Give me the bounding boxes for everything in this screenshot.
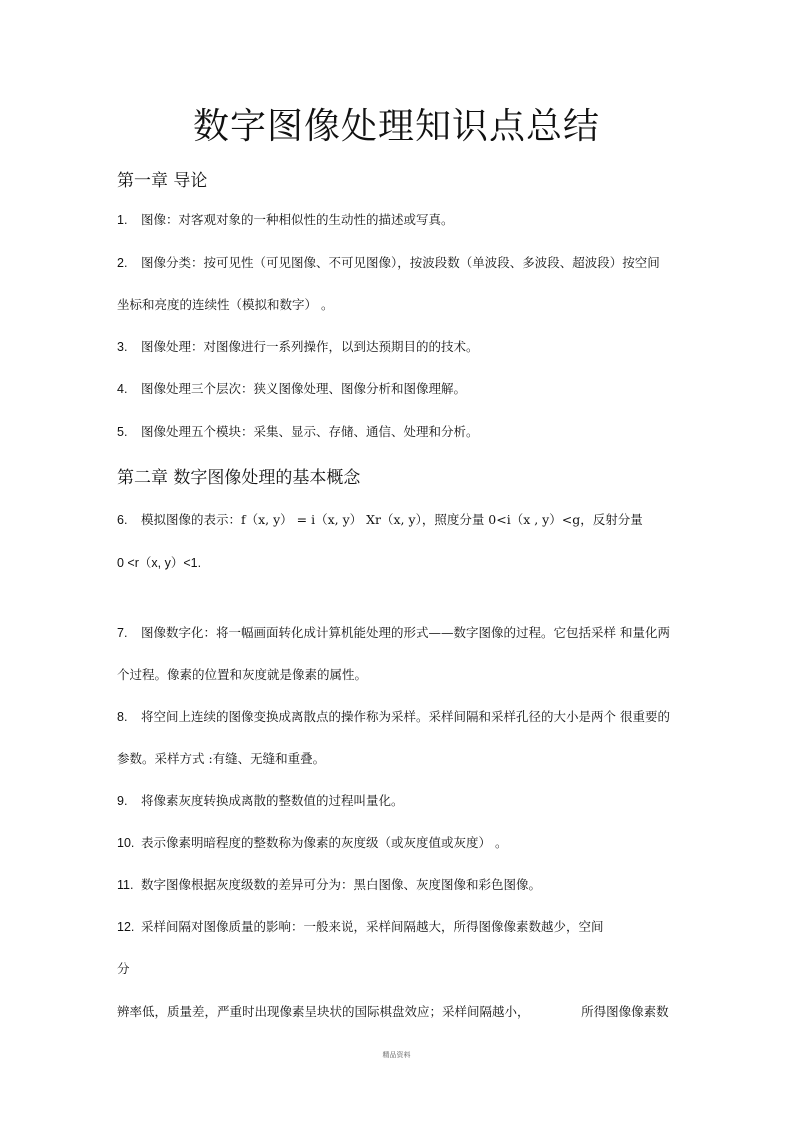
- item-text: 模拟图像的表示：f（x, y） = i（x, y） Xr（x, y），照度分量 0<i（x , y）<g，反射分量: [141, 512, 643, 527]
- item-text: 图像处理五个模块：采集、显示、存储、通信、处理和分析。: [141, 424, 479, 439]
- item-number: 10.: [117, 836, 135, 850]
- list-item: [117, 512, 643, 528]
- chapter-1-heading: 第一章 导论: [117, 171, 208, 191]
- item-text: 将像素灰度转换成离散的整数值的过程叫量化。: [141, 793, 404, 808]
- item-number: 6.: [117, 513, 128, 527]
- item-text: 图像处理：对图像进行一系列操作，以到达预期目的的技术。: [141, 339, 479, 354]
- document-title: 数字图像处理知识点总结: [192, 106, 600, 147]
- item-continuation: 分: [117, 961, 130, 976]
- list-item: [117, 877, 541, 893]
- item-continuation: 坐标和亮度的连续性（模拟和数字） 。: [117, 297, 334, 312]
- item-number: 8.: [117, 710, 128, 724]
- list-item: [117, 339, 479, 355]
- item-number: 11.: [117, 878, 134, 892]
- item-text: 采样间隔对图像质量的影响：一般来说，采样间隔越大，所得图像像素数越少，空间: [141, 919, 604, 934]
- item-continuation: 0 <r（x, y）<1.: [117, 556, 202, 570]
- item-number: 12.: [117, 920, 135, 934]
- item-text: 图像分类：按可见性（可见图像、不可见图像），按波段数（单波段、多波段、超波段）按空间: [141, 255, 660, 270]
- item-number: 2.: [117, 256, 128, 270]
- list-item: [117, 919, 604, 935]
- list-item: [117, 835, 507, 851]
- item-text: 图像数字化：将一幅画面转化成计算机能处理的形式——数字图像的过程。它包括采样 和量化两: [141, 625, 670, 640]
- list-item: [117, 424, 479, 440]
- list-item: [117, 709, 670, 725]
- item-number: 4.: [117, 382, 128, 396]
- item-text: 表示像素明暗程度的整数称为像素的灰度级（或灰度值或灰度） 。: [141, 835, 508, 850]
- item-number: 9.: [117, 794, 128, 808]
- item-continuation: 参数。采样方式 :有缝、无缝和重叠。: [117, 751, 326, 766]
- item-text: 图像处理三个层次：狭义图像处理、图像分析和图像理解。: [141, 381, 467, 396]
- item-number: 7.: [117, 626, 128, 640]
- list-item: [117, 212, 454, 228]
- list-item: [117, 255, 660, 271]
- item-number: 3.: [117, 340, 128, 354]
- item-text: 图像：对客观对象的一种相似性的生动性的描述或写真。: [141, 212, 454, 227]
- list-item: [117, 793, 404, 809]
- item-number: 5.: [117, 425, 128, 439]
- item-text: 将空间上连续的图像变换成离散点的操作称为采样。采样间隔和采样孔径的大小是两个 很重要的: [141, 709, 670, 724]
- list-item: [117, 381, 466, 397]
- item-number: 1.: [117, 213, 128, 227]
- item-text: 数字图像根据灰度级数的差异可分为：黑白图像、灰度图像和彩色图像。: [141, 877, 542, 892]
- item-continuation: 个过程。像素的位置和灰度就是像素的属性。: [117, 667, 368, 682]
- item-continuation: 辨率低，质量差，严重时出现像素呈块状的国际棋盘效应；采样间隔越小， 所得图像像素数: [117, 1004, 669, 1019]
- list-item: [117, 625, 670, 641]
- chapter-2-heading: 第二章 数字图像处理的基本概念: [117, 468, 361, 488]
- page-footer: 精品资料: [382, 1051, 411, 1059]
